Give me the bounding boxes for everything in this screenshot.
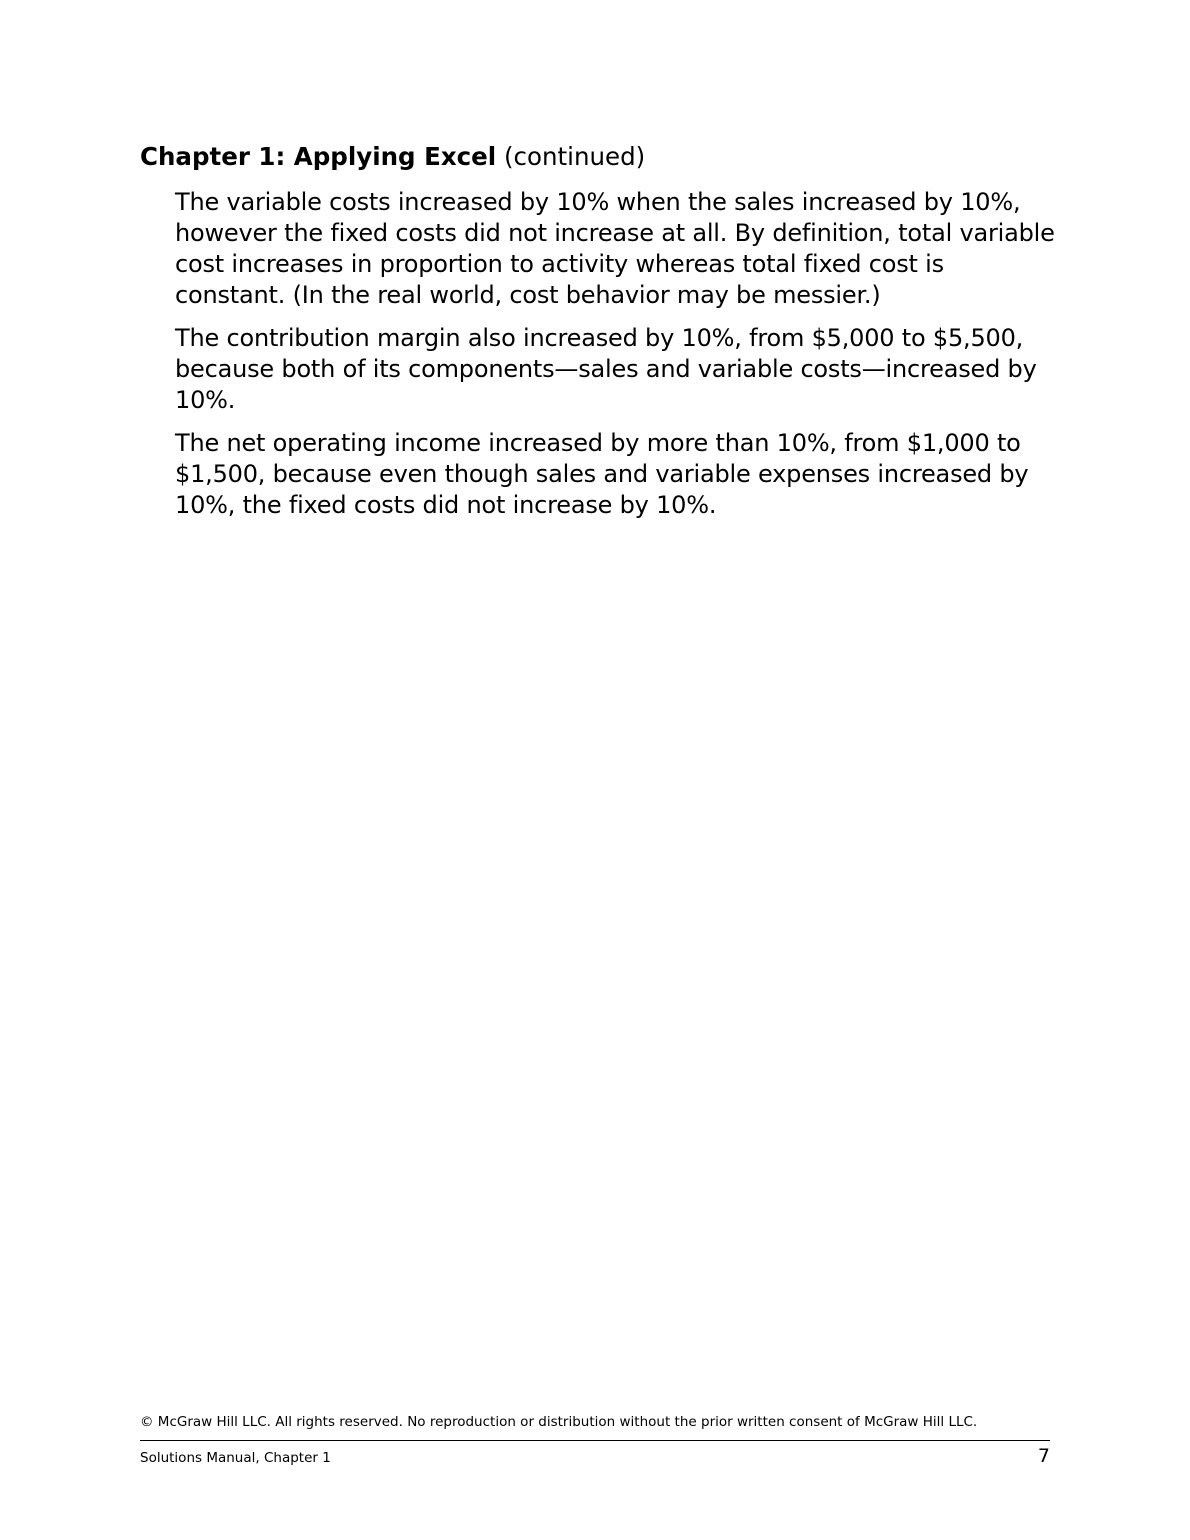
footer-document-title: Solutions Manual, Chapter 1 [140,1450,331,1466]
footer-copyright: © McGraw Hill LLC. All rights reserved. No reproduction or distribution without the prior written consent of McGraw Hill LLC. [140,1414,978,1430]
paragraph-variable-costs: The variable costs increased by 10% when the sales increased by 10%, however the fixed costs did not increase at all. By definition, total variable cost increases in proportion to activity whereas total fixed cost is constant. (In the real world, cost behavior may be messier.) [175,188,1055,309]
paragraph-net-operating-income: The net operating income increased by more than 10%, from $1,000 to $1,500, because even though sales and variable expenses increased by 10%, the fixed costs did not increase by 10%. [175,429,1029,519]
paragraph-contribution-margin: The contribution margin also increased by 10%, from $5,000 to $5,500, because both of its components—sales and variable costs—increased by 10%. [175,324,1037,414]
footer-divider [140,1440,1050,1441]
page-heading [140,141,1060,173]
footer-page-number: 7 [1037,1445,1050,1467]
body-text [175,187,1055,533]
heading-title: Chapter 1: Applying Excel [140,142,497,171]
heading-continued: (continued) [504,142,646,171]
